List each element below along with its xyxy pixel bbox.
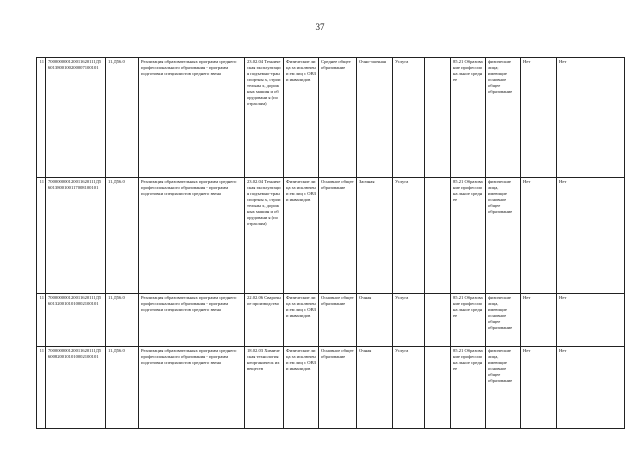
- registry-code: 700000000120011620111Д56013200101010002100101: [46, 294, 106, 347]
- service-recipients: физические лица, имеющие основное общее образование: [486, 294, 521, 347]
- row-number: 11: [37, 347, 46, 429]
- study-form: Очная: [357, 347, 393, 429]
- study-form: Заочная: [357, 178, 393, 294]
- flag-excluded: Нет: [557, 347, 625, 429]
- row-number: 11: [37, 58, 46, 178]
- registry-code: 700000000120011620111Д56013800100200007100101: [46, 58, 106, 178]
- study-form: Очная: [357, 294, 393, 347]
- table-row: [37, 294, 625, 347]
- flag-paid: Нет: [521, 294, 557, 347]
- education-level: Основное общее образование: [319, 294, 357, 347]
- service-recipients: физические лица; имеющие основное общее образование: [486, 58, 521, 178]
- service-type: Услуга: [393, 178, 425, 294]
- education-level: Основное общее образование: [319, 178, 357, 294]
- empty-cell: [425, 58, 451, 178]
- empty-cell: [425, 347, 451, 429]
- specialty: 23.02.04 Техническая эксплуатация подъемно-транспортны х, строительны х, дорожных машин и оборудовани я (по отраслям): [245, 178, 284, 294]
- page-number: 37: [315, 22, 325, 32]
- registry-table: [36, 57, 625, 429]
- specialty: 22.02.06 Сварочное производство: [245, 294, 284, 347]
- program-name: Реализация образовательных программ среднего профессионального образования - программ подготовки специалистов среднего звена: [139, 58, 245, 178]
- flag-excluded: Нет: [557, 294, 625, 347]
- program-name: Реализация образовательных программ среднего профессионального образования - программ подготовки специалистов среднего звена: [139, 294, 245, 347]
- row-number: 11: [37, 294, 46, 347]
- table-row: [37, 58, 625, 178]
- specialty: 23.02.04 Техническая эксплуатация подъемно-транспортны х, строительны х, дорожных машин и оборудовани я (по отраслям): [245, 58, 284, 178]
- education-level: Среднее общее образование: [319, 58, 357, 178]
- service-recipients: физические лица, имеющие основное общее образование: [486, 178, 521, 294]
- service-type: Услуга: [393, 347, 425, 429]
- table-row: [37, 178, 625, 294]
- flag-paid: Нет: [521, 178, 557, 294]
- flag-excluded: Нет: [557, 178, 625, 294]
- consumer-category: Физические лица за исключени ем лиц с ОВЗ и инвалидов: [284, 58, 319, 178]
- service-type: Услуга: [393, 294, 425, 347]
- service-code: 11.Д56.0: [106, 347, 139, 429]
- program-name: Реализация образовательных программ среднего профессионального образования - программ подготовки специалистов среднего звена: [139, 347, 245, 429]
- consumer-category: Физические лица за исключени ем лиц с ОВЗ и инвалидов: [284, 178, 319, 294]
- service-code: 11.Д56.0: [106, 178, 139, 294]
- study-form: Очно-заочная: [357, 58, 393, 178]
- registry-code: 700000000120011620111Д56008200101010002100101: [46, 347, 106, 429]
- registry-body: [37, 58, 625, 429]
- service-recipients: физические лица, имеющие основное общее образование: [486, 347, 521, 429]
- specialty: 18.02.03 Химическая технология неорганическ их веществ: [245, 347, 284, 429]
- okved-code: 85.21 Образование профессиона льное среднее: [451, 347, 486, 429]
- flag-excluded: Нет: [557, 58, 625, 178]
- okved-code: 85.21 Образование профессиона льное среднее: [451, 178, 486, 294]
- flag-paid: Нет: [521, 58, 557, 178]
- okved-code: 85.21 Образование профессиона льное среднее: [451, 294, 486, 347]
- service-type: Услуга: [393, 58, 425, 178]
- flag-paid: Нет: [521, 347, 557, 429]
- education-level: Основное общее образование: [319, 347, 357, 429]
- row-number: 11: [37, 178, 46, 294]
- consumer-category: Физические лица за исключени ем лиц с ОВЗ и инвалидов: [284, 294, 319, 347]
- table-row: [37, 347, 625, 429]
- consumer-category: Физические лица за исключени ем лиц с ОВЗ и инвалидов: [284, 347, 319, 429]
- empty-cell: [425, 294, 451, 347]
- service-code: 11.Д56.0: [106, 294, 139, 347]
- empty-cell: [425, 178, 451, 294]
- registry-code: 700000000120011620111Д56013800100117008100101: [46, 178, 106, 294]
- okved-code: 85.21 Образование профессиона льное среднее: [451, 58, 486, 178]
- service-code: 11.Д56.0: [106, 58, 139, 178]
- program-name: Реализация образовательных программ среднего профессионального образования - программ подготовки специалистов среднего звена: [139, 178, 245, 294]
